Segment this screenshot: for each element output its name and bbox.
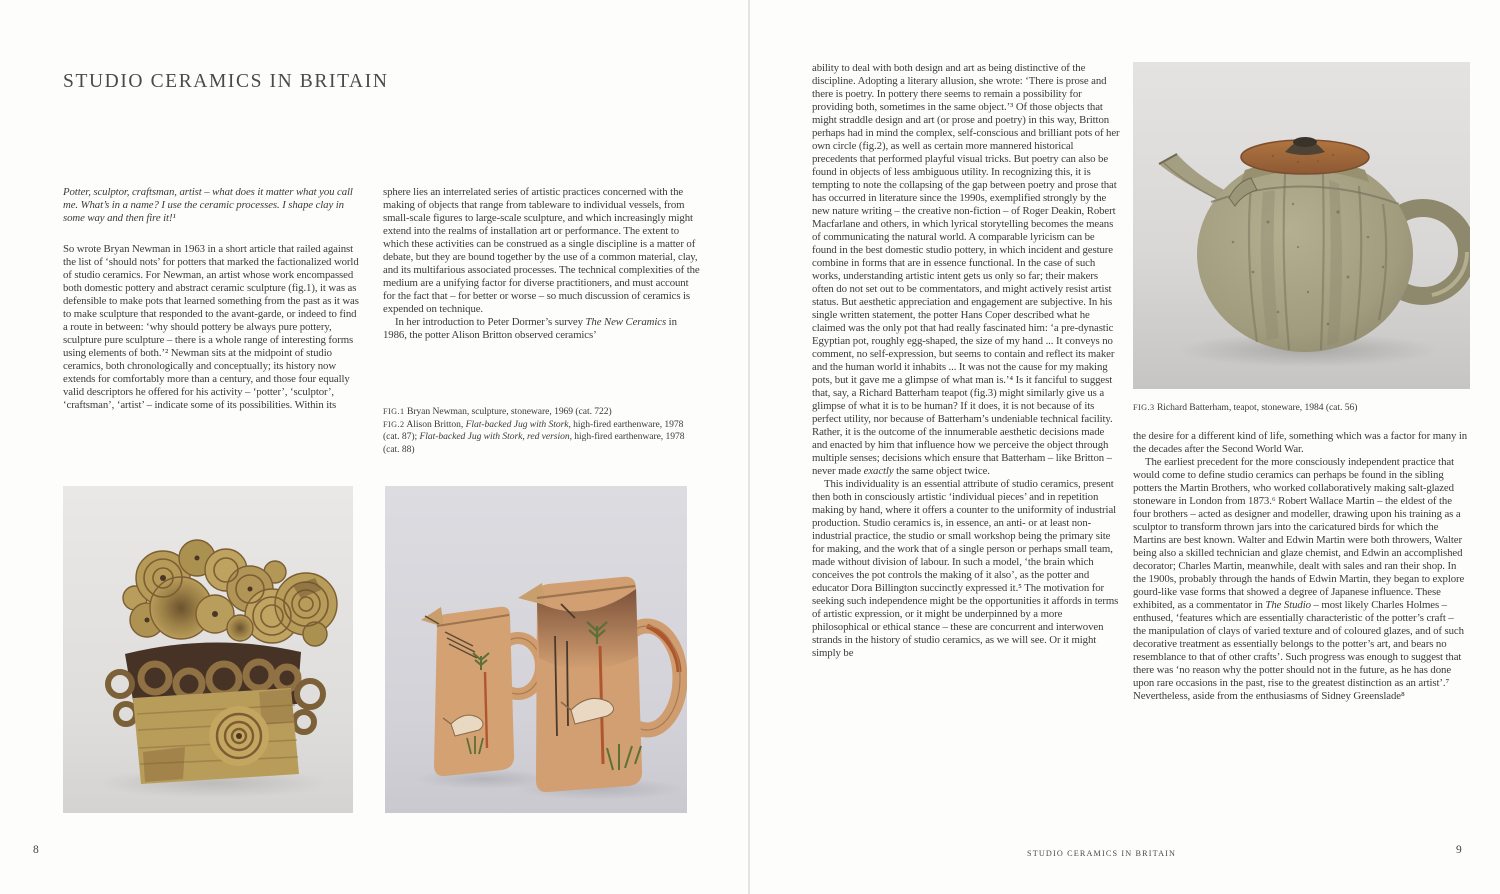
fig1-photo-newman-sculpture	[63, 486, 353, 813]
figure-captions-left	[383, 406, 701, 456]
epigraph-text: Potter, sculptor, craftsman, artist – what does it matter what you call me. What’s in a name? I use the ceramic processes. I shape clay in some way and then fire it!¹	[63, 186, 353, 224]
page-number-left: 8	[33, 844, 39, 856]
epigraph	[63, 186, 365, 225]
caption-fig2: FIG.2 Alison Britton, Flat-backed Jug with Stork, high-fired earthenware, 1978 (cat. 87); Flat-backed Jug with Stork, red version, high-fired earthenware, 1978 (cat. 88)	[383, 418, 685, 455]
paragraph: the desire for a different kind of life, something which was a factor for many in the decades after the Second World War.	[1133, 430, 1468, 455]
fig3-photo-batterham-teapot	[1133, 62, 1470, 389]
teapot-illustration	[1133, 62, 1470, 389]
paragraph: In her introduction to Peter Dormer’s survey The New Ceramics in 1986, the potter Alison Britton observed ceramics’	[383, 316, 677, 341]
paragraph: This individuality is an essential attribute of studio ceramics, present then both in consciously artistic ‘individual pieces’ and in repetition making by hand, where it offers a counter to the uniformity of industrial production. Studio ceramics is, in essence, an anti- or at least non-industrial practice, the studio or small workshop being the primary site for making, and the work that of a single person or perhaps small team, made without division of labour. In such a model, ‘the brain which conceives the pot controls the making of it also’, as the potter and educator Dora Billington succinctly expressed it.⁵ The motivation for seeking such independence might be the opportunities it affords in terms of artistic expression, or it might be underpinned by a more philosophical or ethical stance – these are concurrent and interwoven strands in the history of studio ceramics, as we will see. Or it might simply be	[812, 478, 1119, 659]
sculpture-illustration	[63, 486, 353, 813]
chapter-title: STUDIO CERAMICS IN BRITAIN	[63, 71, 389, 93]
page-gutter-divider	[748, 0, 750, 894]
paragraph: ability to deal with both design and art as being distinctive of the discipline. Adopting a literary allusion, she wrote: ‘There is prose and there is poetry. In pottery there seems to remain a possibility for providing both, sometimes in the same object.’³ Of those objects that might straddle design and art (or prose and poetry) in this way, Britton perhaps had in mind the complex, self-conscious and brilliant pots of her own circle (fig.2), as well as certain more mannered historical precedents that performed playful visual tricks. But poetry can also be found in objects of less ambiguous utility. In recognizing this, it is tempting to note the collapsing of the gap between poetry and prose that has occurred in literature since the 1990s, exemplified strongly by the new nature writing – the creative non-fiction – of Roger Deakin, Robert Macfarlane and others, in which lyrical storytelling becomes the means of communicating the natural world. A comparable lyricism can be found in the best domestic studio pottery, in which incident and gesture combine in forms that are in essence functional. In the case of such works, understanding artistic intent gets us only so far; their makers often do not set out to be commentators, and might actively resist artist status. But aesthetic appreciation and engagement are subjective. In his single written statement, the potter Hans Coper described what he claimed was the only pot that had really fascinated him: ‘a pre-dynastic Egyptian pot, roughly egg-shaped, the size of my hand ... It conveys no comment, no self-expression, but seems to contain and reflect its maker and the human world it inhabits ... It was not the cause for my making pots, but it gave me a glimpse of what man is.’⁴ Is it fanciful to suggest that, say, a Richard Batterham teapot (fig.3) might similarly give us a glimpse of what it is to be human? If it does, it is not because of its perfect utility, nor because of Batterham’s undeniable technical facility. Rather, it is the outcome of the innumerable aesthetic decisions made and enacted by him that influence how we perceive the object through multiple senses; decisions which ensure that Batterham – like Britton – never made exactly the same object twice.	[812, 62, 1120, 477]
fig2-photo-britton-jugs	[385, 486, 687, 813]
left-column-1	[63, 243, 363, 412]
caption-fig3: FIG.3 Richard Batterham, teapot, stoneware, 1984 (cat. 56)	[1133, 402, 1358, 413]
paragraph: So wrote Bryan Newman in 1963 in a short article that railed against the list of ‘should nots’ for potters that marked the factionalized world of studio ceramics. For Newman, an artist whose work encompassed both domestic pottery and abstract ceramic sculpture (fig.1), it was as defensible to make pots that learned something from the past as it was to make sculpture that responded to the avant-garde, or indeed to find a route in between: ‘why should pottery be always pure pottery, sculpture pure sculpture – there is a whole range of interesting forms using elements of both.’² Newman sits at the midpoint of studio ceramics, both chronologically and conceptually; its history now extends for comfortably more than a century, and those four equally valid descriptors he offered for his activity – ‘potter’, ‘sculptor’, ‘craftsman’, ‘artist’ – indicate some of its possibilities. Within its	[63, 243, 359, 411]
left-column-2	[383, 186, 701, 342]
paragraph: The earliest precedent for the more consciously independent practice that would come to define studio ceramics can perhaps be found in the sibling potters the Martin Brothers, who worked collaboratively making salt-glazed stoneware in London from 1873.⁶ Robert Wallace Martin – the eldest of the four brothers – acted as designer and modeller, drawing upon his training as a sculptor to transform thrown jars into the caricatured birds for which the Martins are best known. Walter and Edwin Martin were both throwers, Walter being also a skilled technician and glaze chemist, and Edwin an accomplished decorator; Charles Martin, meanwhile, dealt with sales and ran their shop. In the 1900s, probably through the hands of Edwin Martin, they began to explore gourd-like vase forms that showed a degree of Japanese influence. These exhibited, as a commentator in The Studio – most likely Charles Holmes – enthused, ‘features which are essentially characteristic of the potter’s craft – the manipulation of clays of varied texture and of coloured glazes, and of such decorative treatment as essentially belongs to the potter’s art, and bears no resemblance to that of other crafts’. Such progress was enough to suggest that there was ‘no reason why the potter should not in the future, as he has done upon rare occasions in the past, rise to the greatest distinction as an artist’.⁷ Nevertheless, aside from the enthusiasms of Sidney Greenslade⁸	[1133, 456, 1465, 702]
figure-caption-right	[1133, 402, 1470, 415]
paragraph: sphere lies an interrelated series of artistic practices concerned with the making of objects that range from tableware to individual vessels, from small-scale figures to large-scale sculpture, and which increasingly might extend into the realms of installation art or performance. The extent to which these activities can be construed as a single discipline is a matter of debate, but they are bound together by the use of a common material, clay, and its multifarious associated processes. The technical complexities of the medium are a unifying factor for diverse practitioners, and must account for the fact that – for better or worse – so much discussion of ceramics is expended on technique.	[383, 186, 700, 315]
page-number-right: 9	[1456, 844, 1462, 856]
caption-fig1: FIG.1 Bryan Newman, sculpture, stoneware, 1969 (cat. 722)	[383, 406, 612, 417]
right-column-1	[812, 62, 1120, 660]
right-column-2	[1133, 430, 1469, 703]
jugs-illustration	[385, 486, 687, 813]
running-footer-title: STUDIO CERAMICS IN BRITAIN	[1027, 849, 1177, 858]
